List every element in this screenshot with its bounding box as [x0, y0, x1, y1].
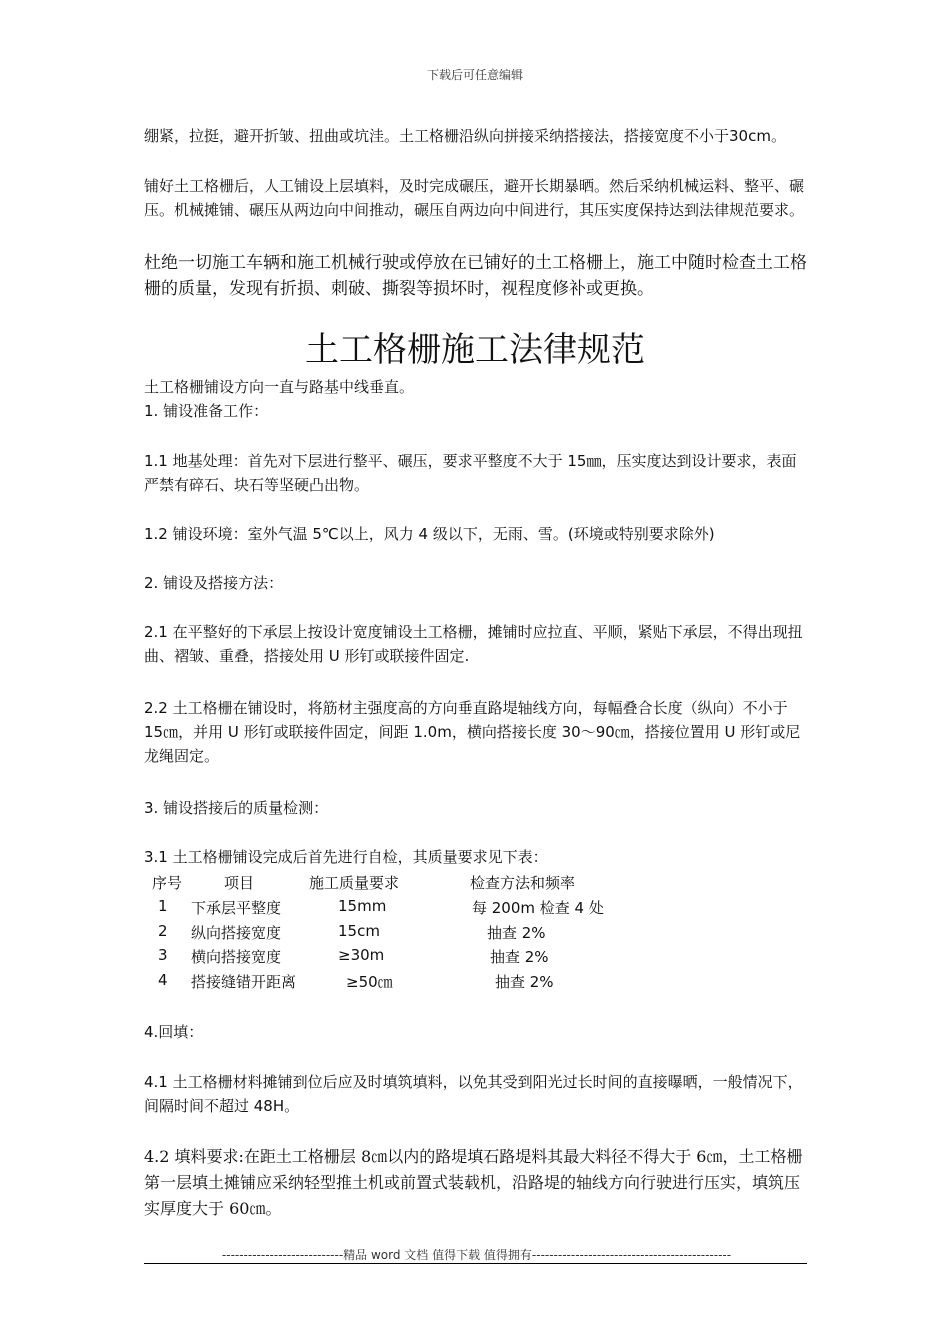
paragraph-3-1: 3.1 土工格栅铺设完成后首先进行自检，其质量要求见下表： — [144, 848, 548, 866]
table-cell: 1 — [158, 897, 168, 915]
table-cell: 抽查 2% — [487, 924, 546, 942]
section-2-heading: 2. 铺设及搭接方法： — [144, 574, 284, 592]
footer-divider — [144, 1263, 807, 1264]
table-cell: 横向搭接宽度 — [191, 948, 282, 966]
table-cell: ≥50㎝ — [346, 973, 393, 991]
table-header-cell: 检查方法和频率 — [470, 874, 576, 892]
intro-paragraph-3: 杜绝一切施工车辆和施工机械行驶或停放在已铺好的土工格栅上，施工中随时检查土工格栅的质量，发现有折损、刺破、撕裂等损坏时，视程度修补或更换。 — [144, 253, 807, 299]
section-3-heading: 3. 铺设搭接后的质量检测： — [144, 799, 329, 817]
page-footer: ----------------------------精品 word 文档 值得下载 值得拥有---------------------------------------------- — [221, 1248, 732, 1262]
table-cell: 15mm — [338, 897, 387, 915]
table-cell: ≥30m — [338, 946, 385, 964]
table-cell: 4 — [158, 971, 168, 989]
table-cell: 下承层平整度 — [191, 899, 282, 917]
section-1-heading: 1. 铺设准备工作： — [144, 402, 269, 420]
table-header-cell: 项目 — [224, 874, 255, 892]
lead-text: 土工格栅铺设方向一直与路基中线垂直。 — [144, 378, 415, 396]
table-cell: 抽查 2% — [495, 973, 554, 991]
paragraph-4-1: 4.1 土工格栅材料摊铺到位后应及时填筑填料，以免其受到阳光过长时间的直接曝晒，一般情况下，间隔时间不超过 48H。 — [144, 1073, 803, 1115]
table-header-cell: 序号 — [152, 874, 183, 892]
document-title: 土工格栅施工法律规范 — [305, 330, 645, 370]
table-header-cell: 施工质量要求 — [309, 874, 400, 892]
intro-paragraph-2: 铺好土工格栅后，人工铺设上层填料，及时完成碾压，避开长期暴晒。然后采纳机械运料、整平、碾压。机械摊铺、碾压从两边向中间推动，碾压自两边向中间进行，其压实度保持达到法律规范要求。 — [144, 177, 805, 219]
paragraph-2-2: 2.2 土工格栅在铺设时，将筋材主强度高的方向垂直路堤轴线方向，每幅叠合长度（纵向）不小于 15㎝，并用 U 形钉或联接件固定，间距 1.0m，横向搭接长度 30～90㎝，搭接位置用 U 形钉或尼龙绳固定。 — [144, 699, 801, 765]
paragraph-4-2: 4.2 填料要求:在距土工格栅层 8㎝以内的路堤填石路堤料其最大料径不得大于 6㎝，土工格栅第一层填土摊铺应采纳轻型推土机或前置式装载机，沿路堤的轴线方向行驶进行压实，填筑压实厚度大于 60㎝。 — [144, 1147, 803, 1218]
table-cell: 每 200m 检查 4 处 — [472, 899, 604, 917]
table-cell: 2 — [158, 922, 168, 940]
table-cell: 15cm — [338, 922, 380, 940]
table-cell: 抽查 2% — [490, 948, 549, 966]
table-cell: 纵向搭接宽度 — [191, 924, 282, 942]
intro-paragraph-1: 绷紧，拉挺，避开折皱、扭曲或坑洼。土工格栅沿纵向拼接采纳搭接法，搭接宽度不小于30cm。 — [144, 127, 786, 145]
paragraph-1-1: 1.1 地基处理：首先对下层进行整平、碾压，要求平整度不大于 15㎜，压实度达到设计要求，表面严禁有碎石、块石等坚硬凸出物。 — [144, 452, 797, 494]
paragraph-1-2: 1.2 铺设环境：室外气温 5℃以上，风力 4 级以下，无雨、雪。(环境或特别要求除外) — [144, 525, 715, 543]
section-4-heading: 4.回填： — [144, 1023, 204, 1041]
table-cell: 搭接缝错开距离 — [191, 973, 297, 991]
page-header: 下载后可任意编辑 — [426, 68, 523, 82]
table-cell: 3 — [158, 946, 168, 964]
paragraph-2-1: 2.1 在平整好的下承层上按设计宽度铺设土工格栅，摊铺时应拉直、平顺，紧贴下承层，不得出现扭曲、褶皱、重叠，搭接处用 U 形钉或联接件固定. — [144, 623, 803, 665]
